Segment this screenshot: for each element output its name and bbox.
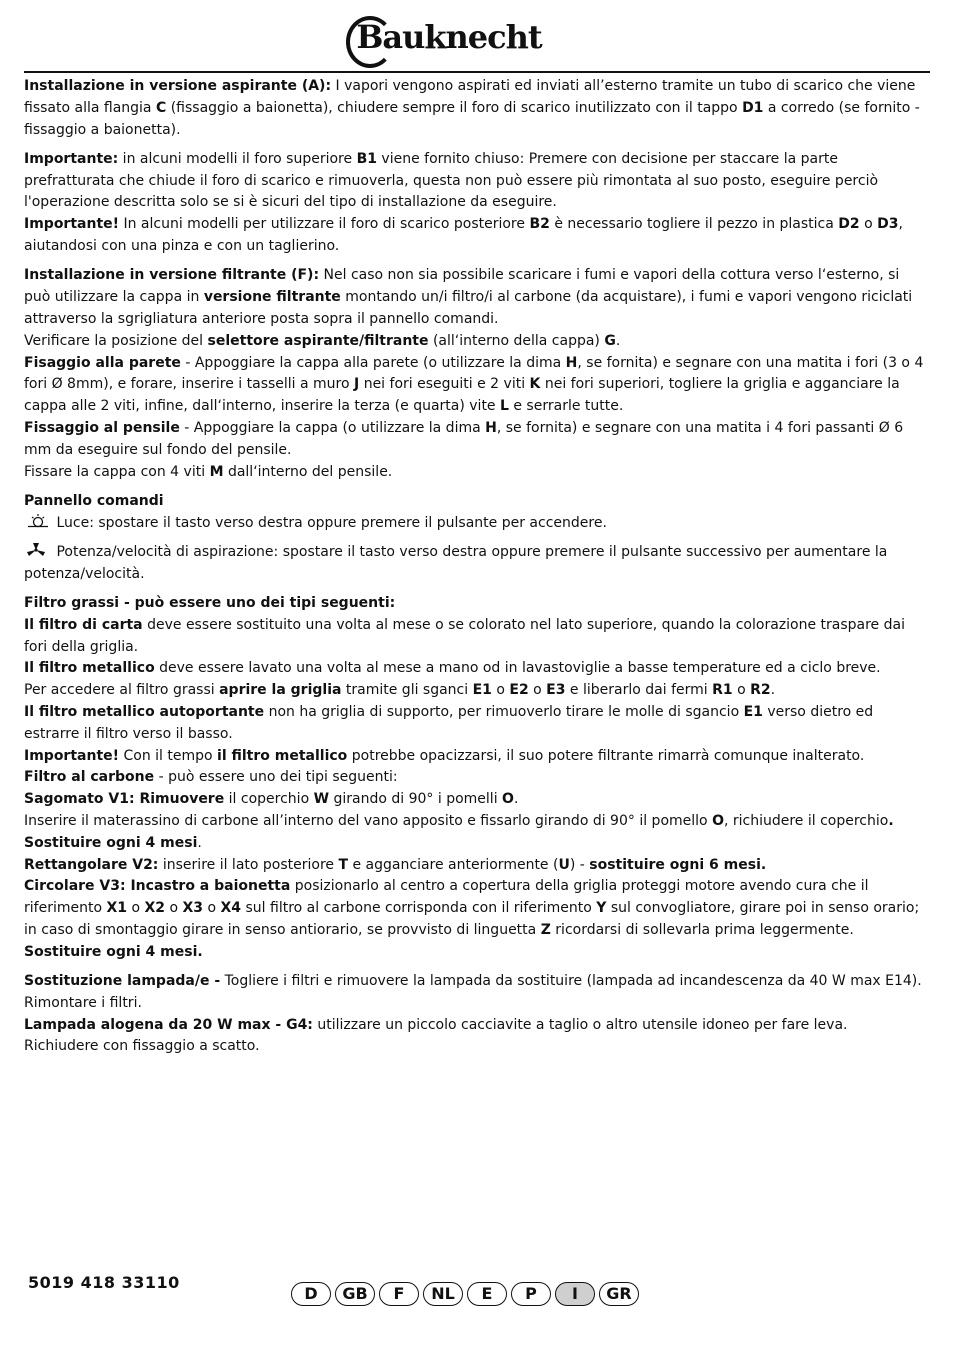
para-sostituire-4-mesi-v3: Sostituire ogni 4 mesi.: [24, 943, 203, 960]
brand-logo: [344, 14, 554, 66]
document-number: 5019 418 33110: [28, 1273, 180, 1292]
para-rettangolare-v2: Rettangolare V2: inserire il lato posteriore T e agganciare anteriormente (U) - sostituire ogni 6 mesi.: [24, 856, 767, 873]
para-filtro-carbone: Filtro al carbone - può essere uno dei tipi seguenti:: [24, 769, 398, 786]
language-tab-nl[interactable]: NL: [423, 1282, 463, 1306]
light-bulb-icon: [24, 513, 48, 529]
para-lampada-alogena: Lampada alogena da 20 W max - G4: utilizzare un piccolo cacciavite a taglio o altro utensile idoneo per fare leva.: [24, 1016, 848, 1033]
para-fissaggio-pensile: Fissaggio al pensile - Appoggiare la cappa (o utilizzare la dima H, se fornita) e segnare con una matita i 4 fori passanti Ø 6 mm da eseguire sul fondo del pensile.: [24, 419, 904, 458]
para-importante-b2: Importante! In alcuni modelli per utilizzare il foro di scarico posteriore B2 è necessario togliere il pezzo in plastica D2 o D3, aiutandosi con una pinza e con un taglierino.: [24, 216, 903, 255]
fan-icon: [24, 542, 48, 558]
para-filtrante: Installazione in versione filtrante (F): Nel caso non sia possibile scaricare i fumi e vapori della cottura verso l‘esterno, si può utilizzare la cappa in versione filtrante montando un/i filtro/i al carbone (da acquistare), i fumi e vapori vengono riciclati attraverso la sgrigliatura anteriore posta sopra il pannello comandi.: [24, 267, 913, 327]
para-aprire-griglia: Per accedere al filtro grassi aprire la griglia tramite gli sganci E1 o E2 o E3 e liberarlo dai fermi R1 o R2.: [24, 682, 776, 699]
para-potenza: Potenza/velocità di aspirazione: spostare il tasto verso destra oppure premere il pulsante successivo per aumentare la potenza/velocità.: [24, 543, 888, 582]
language-tab-e[interactable]: E: [467, 1282, 507, 1306]
para-filtro-metallico: Il filtro metallico deve essere lavato una volta al mese a mano od in lavastoviglie a basse temperature ed a ciclo breve.: [24, 660, 881, 677]
para-fissaggio-parete: Fisaggio alla parete - Appoggiare la cappa alla parete (o utilizzare la dima H, se fornita) e segnare con una matita i fori (3 o 4 fori Ø 8mm), e forare, inserire i tasselli a muro J nei fori eseguiti e 2 viti K nei fori superiori, togliere la griglia e agganciare la cappa alle 2 viti, infine, dall‘interno, inserire la terza (e quarta) vite L e serrarle tutte.: [24, 354, 924, 415]
document-body: [24, 76, 930, 1058]
language-selector: [291, 1282, 639, 1306]
header-divider: [24, 71, 930, 73]
para-importante-opacizzarsi: Importante! Con il tempo il filtro metallico potrebbe opacizzarsi, il suo potere filtrante rimarrà comunque inalterato.: [24, 747, 865, 764]
brand-name: Bauknecht: [356, 18, 542, 56]
para-luce: Luce: spostare il tasto verso destra oppure premere il pulsante per accendere.: [24, 513, 930, 535]
para-richiudere: Richiudere con fissaggio a scatto.: [24, 1038, 260, 1055]
language-tab-gb[interactable]: GB: [335, 1282, 375, 1306]
para-sostituire-4-mesi: Sostituire ogni 4 mesi.: [24, 834, 202, 851]
para-filtro-autoportante: Il filtro metallico autoportante non ha griglia di supporto, per rimuoverlo tirare le molle di sgancio E1 verso dietro ed estrarre il filtro verso il basso.: [24, 704, 874, 742]
language-tab-i[interactable]: I: [555, 1282, 595, 1306]
heading-pannello-comandi: Pannello comandi: [24, 492, 164, 509]
para-sagomato-v1: Sagomato V1: Rimuovere il coperchio W girando di 90° i pomelli O.: [24, 791, 519, 808]
para-aspirante: Installazione in versione aspirante (A): I vapori vengono aspirati ed inviati all’esterno tramite un tubo di scarico che viene fissato alla flangia C (fissaggio a baionetta), chiudere sempre il foro di scarico inutilizzato con il tappo D1 a corredo (se fornito - fissaggio a baionetta).: [24, 78, 920, 138]
heading-filtro-grassi: Filtro grassi - può essere uno dei tipi seguenti:: [24, 595, 396, 612]
language-tab-f[interactable]: F: [379, 1282, 419, 1306]
para-filtro-carta: Il filtro di carta deve essere sostituito una volta al mese o se colorato nel lato superiore, quando la colorazione traspare dai fori della griglia.: [24, 616, 905, 655]
para-importante-b1: Importante: in alcuni modelli il foro superiore B1 viene fornito chiuso: Premere con decisione per staccare la parte prefratturata che chiude il foro di scarico e rimuoverla, questa non può essere più rimontata al suo posto, eseguire perciò l'operazione descritta solo se si è sicuri del tipo di installazione da eseguire.: [24, 150, 879, 211]
para-fissare-viti: Fissare la cappa con 4 viti M dall‘interno del pensile.: [24, 463, 393, 480]
language-tab-p[interactable]: P: [511, 1282, 551, 1306]
para-selettore: Verificare la posizione del selettore aspirante/filtrante (all‘interno della cappa) G.: [24, 332, 621, 349]
language-tab-d[interactable]: D: [291, 1282, 331, 1306]
para-sostituzione-lampada: Sostituzione lampada/e - Togliere i filtri e rimuovere la lampada da sostituire (lampada ad incandescenza da 40 W max E14). Rimontare i filtri.: [24, 973, 922, 1011]
language-tab-gr[interactable]: GR: [599, 1282, 639, 1306]
para-materassino: Inserire il materassino di carbone all’interno del vano apposito e fissarlo girando di 90° il pomello O, richiudere il coperchio.: [24, 813, 894, 829]
para-circolare-v3: Circolare V3: Incastro a baionetta posizionarlo al centro a copertura della griglia proteggi motore avendo cura che il riferimento X1 o X2 o X3 o X4 sul filtro al carbone corrisponda con il riferimento Y sul convogliatore, girare poi in senso orario; in caso di smontaggio girare in senso antiorario, se provvisto di linguetta Z ricordarsi di sollevarla prima leggermente.: [24, 878, 920, 938]
